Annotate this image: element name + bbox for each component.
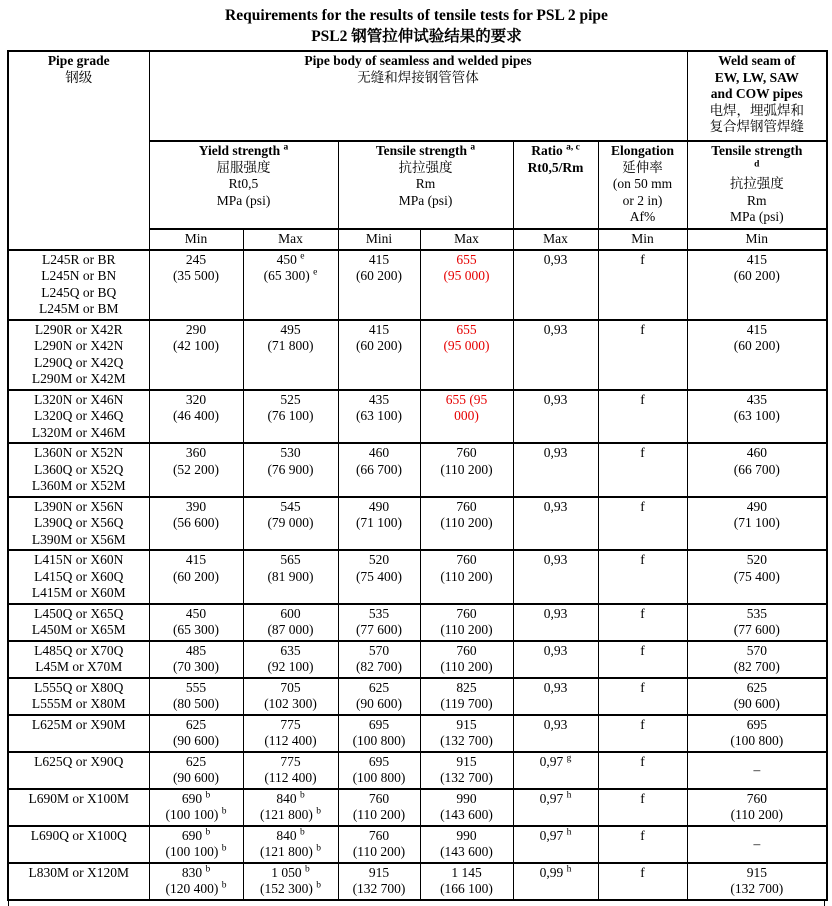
weld-tensile-cell: 435 (63 100) xyxy=(687,390,827,444)
weld-tensile-cell: 915 (132 700) xyxy=(687,863,827,900)
pipe-grade-cell: L450Q or X65Q L450M or X65M xyxy=(8,604,149,641)
yield-strength-header: Yield strength $^a$ 屈服强度 Rt0,5 MPa (psi) xyxy=(149,141,338,229)
yield-min-cell: 690 $^b$ (100 100) $^b$ xyxy=(149,789,243,826)
ratio-cell: 0,93 xyxy=(513,678,598,715)
elongation-cell: f xyxy=(598,604,687,641)
tensile-min-cell: 520 (75 400) xyxy=(338,550,420,604)
pipe-grade-header: Pipe grade 钢级 xyxy=(8,51,149,250)
elongation-cell: f xyxy=(598,497,687,551)
ratio-cell: 0,93 xyxy=(513,604,598,641)
table-title-en: Requirements for the results of tensile tests for PSL 2 pipe xyxy=(225,7,608,24)
table-header xyxy=(8,51,827,250)
elongation-cell: f xyxy=(598,250,687,320)
elongation-cell: f xyxy=(598,678,687,715)
weld-tensile-cell: 535 (77 600) xyxy=(687,604,827,641)
yield-max-label: Max xyxy=(243,229,338,250)
tensile-min-cell: 760 (110 200) xyxy=(338,789,420,826)
tensile-max-cell: 655 (95 000) xyxy=(420,250,513,320)
ratio-cell: 0,97 $^h$ xyxy=(513,826,598,863)
tensile-min-cell: 570 (82 700) xyxy=(338,641,420,678)
tensile-max-cell: 760 (110 200) xyxy=(420,497,513,551)
yield-min-cell: 555 (80 500) xyxy=(149,678,243,715)
tensile-min-cell: 435 (63 100) xyxy=(338,390,420,444)
weld-tensile-cell: – xyxy=(687,752,827,789)
tensile-max-cell: 915 (132 700) xyxy=(420,715,513,752)
pipe-grade-cell: L690Q or X100Q xyxy=(8,826,149,863)
pipe-grade-cell: L690M or X100M xyxy=(8,789,149,826)
yield-max-cell: 840 $^b$ (121 800) $^b$ xyxy=(243,826,338,863)
pipe-grade-cell: L485Q or X70Q L45M or X70M xyxy=(8,641,149,678)
tensile-min-cell: 535 (77 600) xyxy=(338,604,420,641)
ratio-cell: 0,97 $^g$ xyxy=(513,752,598,789)
weld-tensile-cell: 415 (60 200) xyxy=(687,320,827,390)
table-row xyxy=(8,826,827,863)
tensile-max-cell: 1 145 (166 100) xyxy=(420,863,513,900)
yield-min-cell: 390 (56 600) xyxy=(149,497,243,551)
yield-min-cell: 625 (90 600) xyxy=(149,752,243,789)
ratio-cell: 0,93 xyxy=(513,715,598,752)
yield-max-cell: 775 (112 400) xyxy=(243,752,338,789)
yield-max-cell: 495 (71 800) xyxy=(243,320,338,390)
ratio-cell: 0,93 xyxy=(513,550,598,604)
yield-max-cell: 525 (76 100) xyxy=(243,390,338,444)
ratio-cell: 0,93 xyxy=(513,250,598,320)
yield-max-cell: 530 (76 900) xyxy=(243,443,338,497)
weld-seam-header: Weld seam of EW, LW, SAW and COW pipes 电焊，埋弧焊和 复合焊钢管焊缝 xyxy=(687,51,827,141)
pipe-grade-cell: L320N or X46N L320Q or X46Q L320M or X46M xyxy=(8,390,149,444)
table-title-zh: PSL2 钢管拉伸试验结果的要求 xyxy=(311,28,522,45)
elongation-cell: f xyxy=(598,863,687,900)
weld-tensile-cell: 415 (60 200) xyxy=(687,250,827,320)
ratio-cell: 0,99 $^h$ xyxy=(513,863,598,900)
yield-max-cell: 1 050 $^b$ (152 300) $^b$ xyxy=(243,863,338,900)
yield-max-cell: 840 $^b$ (121 800) $^b$ xyxy=(243,789,338,826)
pipe-grade-cell: L625M or X90M xyxy=(8,715,149,752)
elongation-cell: f xyxy=(598,641,687,678)
tensile-strength-header: Tensile strength $^a$ 抗拉强度 Rm MPa (psi) xyxy=(338,141,513,229)
weld-tensile-cell: 520 (75 400) xyxy=(687,550,827,604)
table-cutoff-edge xyxy=(8,901,825,906)
yield-min-cell: 625 (90 600) xyxy=(149,715,243,752)
table-row xyxy=(8,715,827,752)
table-row xyxy=(8,497,827,551)
table-row xyxy=(8,604,827,641)
table-row xyxy=(8,320,827,390)
yield-max-cell: 705 (102 300) xyxy=(243,678,338,715)
yield-min-cell: 320 (46 400) xyxy=(149,390,243,444)
tensile-min-cell: 625 (90 600) xyxy=(338,678,420,715)
ratio-cell: 0,93 xyxy=(513,320,598,390)
table-row xyxy=(8,390,827,444)
pipe-grade-cell: L360N or X52N L360Q or X52Q L360M or X52M xyxy=(8,443,149,497)
table-body xyxy=(8,250,827,900)
table-row xyxy=(8,250,827,320)
elongation-cell: f xyxy=(598,550,687,604)
tensile-max-cell: 990 (143 600) xyxy=(420,789,513,826)
elongation-header: Elongation 延伸率 (on 50 mm or 2 in) Af% xyxy=(598,141,687,229)
pipe-grade-cell: L625Q or X90Q xyxy=(8,752,149,789)
ratio-header: Ratio $^{a, c}$ Rt0,5/Rm xyxy=(513,141,598,229)
pipe-grade-cell: L390N or X56N L390Q or X56Q L390M or X56M xyxy=(8,497,149,551)
tensile-min-cell: 490 (71 100) xyxy=(338,497,420,551)
tensile-max-cell: 655 (95 000) xyxy=(420,390,513,444)
tensile-max-cell: 825 (119 700) xyxy=(420,678,513,715)
title-block xyxy=(7,5,826,47)
tensile-min-cell: 415 (60 200) xyxy=(338,250,420,320)
weld-tensile-header: Tensile strength $^d$ 抗拉强度 Rm MPa (psi) xyxy=(687,141,827,229)
elongation-cell: f xyxy=(598,443,687,497)
elongation-cell: f xyxy=(598,789,687,826)
tensile-min-cell: 915 (132 700) xyxy=(338,863,420,900)
tensile-min-label: Mini xyxy=(338,229,420,250)
yield-max-cell: 635 (92 100) xyxy=(243,641,338,678)
yield-max-cell: 565 (81 900) xyxy=(243,550,338,604)
table-row xyxy=(8,641,827,678)
weld-tensile-cell: – xyxy=(687,826,827,863)
ratio-cell: 0,93 xyxy=(513,390,598,444)
yield-min-cell: 485 (70 300) xyxy=(149,641,243,678)
elongation-min-label: Min xyxy=(598,229,687,250)
yield-max-cell: 600 (87 000) xyxy=(243,604,338,641)
table-row xyxy=(8,752,827,789)
tensile-min-cell: 695 (100 800) xyxy=(338,715,420,752)
pipe-grade-cell: L415N or X60N L415Q or X60Q L415M or X60M xyxy=(8,550,149,604)
weld-tensile-cell: 760 (110 200) xyxy=(687,789,827,826)
yield-max-cell: 450 $^e$ (65 300) $^e$ xyxy=(243,250,338,320)
weld-tensile-cell: 460 (66 700) xyxy=(687,443,827,497)
table-row xyxy=(8,550,827,604)
tensile-min-cell: 760 (110 200) xyxy=(338,826,420,863)
ratio-max-label: Max xyxy=(513,229,598,250)
elongation-cell: f xyxy=(598,752,687,789)
table-row xyxy=(8,443,827,497)
ratio-cell: 0,97 $^h$ xyxy=(513,789,598,826)
yield-min-cell: 450 (65 300) xyxy=(149,604,243,641)
tensile-min-cell: 695 (100 800) xyxy=(338,752,420,789)
pipe-grade-cell: L830M or X120M xyxy=(8,863,149,900)
pipe-grade-cell: L555Q or X80Q L555M or X80M xyxy=(8,678,149,715)
table-row xyxy=(8,678,827,715)
yield-max-cell: 545 (79 000) xyxy=(243,497,338,551)
weld-tensile-cell: 625 (90 600) xyxy=(687,678,827,715)
ratio-cell: 0,93 xyxy=(513,497,598,551)
tensile-max-cell: 990 (143 600) xyxy=(420,826,513,863)
yield-min-cell: 415 (60 200) xyxy=(149,550,243,604)
weld-min-label: Min xyxy=(687,229,827,250)
yield-min-cell: 830 $^b$ (120 400) $^b$ xyxy=(149,863,243,900)
tensile-max-cell: 760 (110 200) xyxy=(420,443,513,497)
elongation-cell: f xyxy=(598,826,687,863)
elongation-cell: f xyxy=(598,320,687,390)
pipe-grade-cell: L245R or BR L245N or BN L245Q or BQ L245M or BM xyxy=(8,250,149,320)
table-row xyxy=(8,789,827,826)
ratio-cell: 0,93 xyxy=(513,443,598,497)
yield-min-cell: 290 (42 100) xyxy=(149,320,243,390)
tensile-max-cell: 760 (110 200) xyxy=(420,604,513,641)
yield-min-label: Min xyxy=(149,229,243,250)
pipe-body-header: Pipe body of seamless and welded pipes 无缝和焊接钢管管体 xyxy=(149,51,687,141)
table-row xyxy=(8,863,827,900)
weld-tensile-cell: 490 (71 100) xyxy=(687,497,827,551)
yield-min-cell: 360 (52 200) xyxy=(149,443,243,497)
weld-tensile-cell: 695 (100 800) xyxy=(687,715,827,752)
elongation-cell: f xyxy=(598,715,687,752)
tensile-max-cell: 915 (132 700) xyxy=(420,752,513,789)
elongation-cell: f xyxy=(598,390,687,444)
tensile-max-cell: 655 (95 000) xyxy=(420,320,513,390)
yield-min-cell: 690 $^b$ (100 100) $^b$ xyxy=(149,826,243,863)
tensile-min-cell: 460 (66 700) xyxy=(338,443,420,497)
tensile-max-cell: 760 (110 200) xyxy=(420,641,513,678)
pipe-grade-cell: L290R or X42R L290N or X42N L290Q or X42Q L290M or X42M xyxy=(8,320,149,390)
tensile-requirements-table xyxy=(7,50,828,901)
tensile-min-cell: 415 (60 200) xyxy=(338,320,420,390)
tensile-max-label: Max xyxy=(420,229,513,250)
ratio-cell: 0,93 xyxy=(513,641,598,678)
yield-max-cell: 775 (112 400) xyxy=(243,715,338,752)
weld-tensile-cell: 570 (82 700) xyxy=(687,641,827,678)
yield-min-cell: 245 (35 500) xyxy=(149,250,243,320)
tensile-max-cell: 760 (110 200) xyxy=(420,550,513,604)
